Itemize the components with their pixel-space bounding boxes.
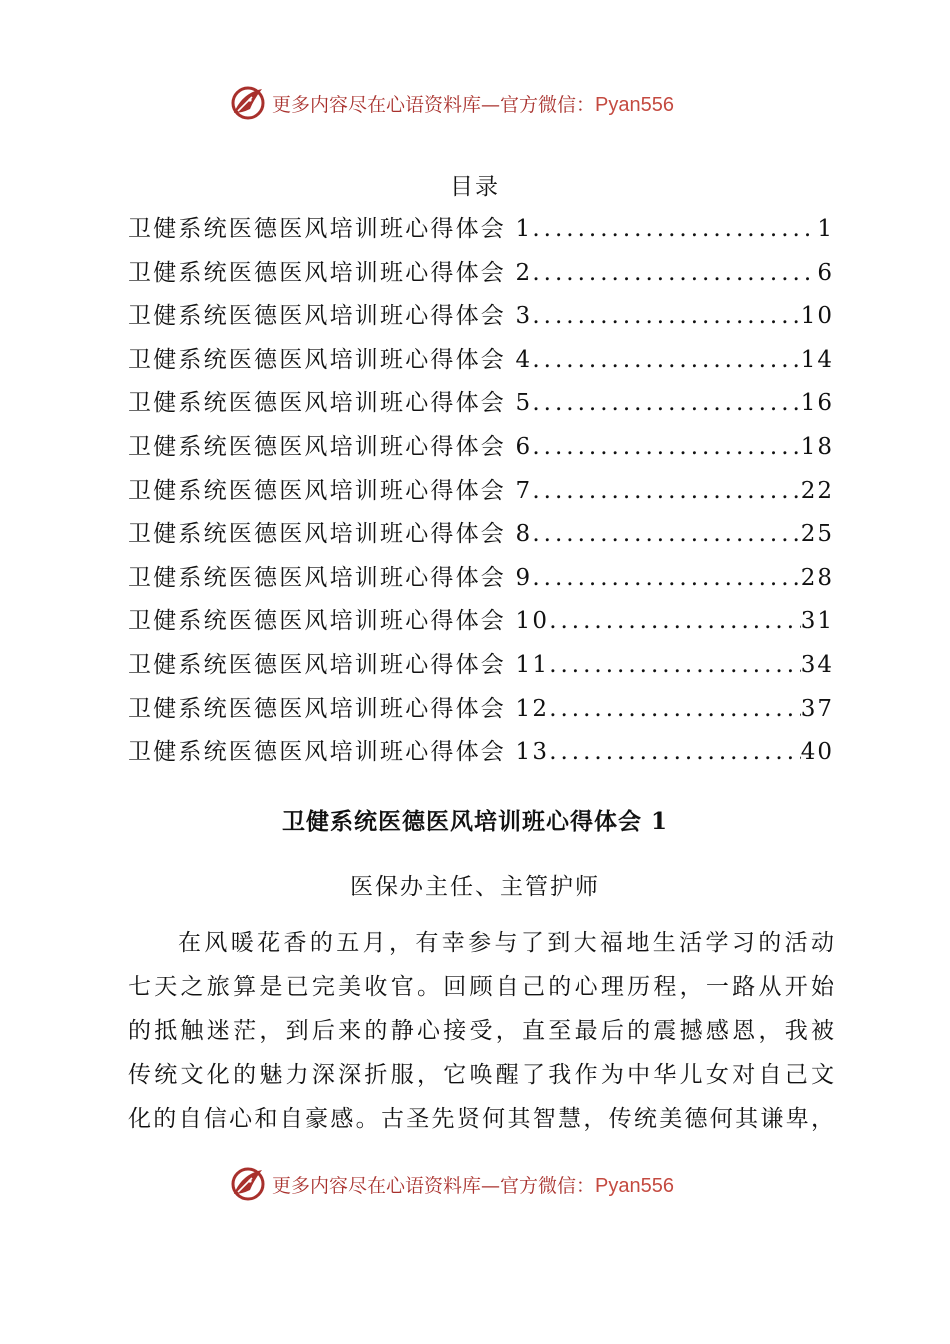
toc-leader-dots [549,731,801,775]
toc-item-page: 10 [800,303,834,330]
toc-item-page: 25 [800,521,834,548]
pen-nib-logo-icon [228,83,268,123]
toc-item-page: 31 [800,608,834,635]
banner-text: 更多内容尽在心语资料库—官方微信：Pyan556 [272,1174,674,1197]
toc-item[interactable] [128,600,834,644]
toc-item-label: 卫健系统医德医风培训班心得体会 3 [128,303,533,330]
toc-item[interactable] [128,252,834,296]
toc-item[interactable] [128,557,834,601]
table-of-contents [128,208,834,775]
toc-item[interactable] [128,688,834,732]
toc-item-label: 卫健系统医德医风培训班心得体会 6 [128,433,533,460]
paragraph-line: 在风暖花香的五月，有幸参与了到大福地生活学习的活动 [178,930,834,956]
toc-leader-dots [532,339,800,383]
toc-item-label: 卫健系统医德医风培训班心得体会 11 [128,651,550,678]
toc-item-page: 28 [800,564,834,591]
toc-leader-dots [532,295,800,339]
banner-text: 更多内容尽在心语资料库—官方微信：Pyan556 [272,93,674,116]
toc-item[interactable] [128,513,834,557]
toc-item-label: 卫健系统医德医风培训班心得体会 12 [128,695,550,722]
toc-item[interactable] [128,295,834,339]
footer-banner [228,1164,674,1204]
banner-wechat-id: Pyan556 [595,1174,674,1197]
toc-item-label: 卫健系统医德医风培训班心得体会 9 [128,564,533,591]
article-title: 卫健系统医德医风培训班心得体会 1 [281,808,668,835]
toc-item-label: 卫健系统医德医风培训班心得体会 4 [128,346,533,373]
toc-item-page: 1 [817,216,834,242]
toc-leader-dots [532,426,800,470]
toc-item[interactable] [128,644,834,688]
toc-item-label: 卫健系统医德医风培训班心得体会 2 [128,259,533,286]
article-author: 医保办主任、主管护师 [350,874,600,900]
toc-item[interactable] [128,382,834,426]
header-banner [228,83,674,123]
toc-leader-dots [532,382,800,426]
toc-item-page: 6 [817,259,834,286]
article-body [128,921,834,1141]
toc-item-label: 卫健系统医德医风培训班心得体会 8 [128,521,533,548]
toc-item-page: 37 [800,695,834,722]
toc-leader-dots [549,600,801,644]
pen-nib-logo-icon [228,1164,268,1204]
toc-leader-dots [532,470,800,514]
toc-item-label: 卫健系统医德医风培训班心得体会 5 [128,390,533,417]
paragraph-line: 七天之旅算是已完美收官。回顾自己的心理历程，一路从开始 [128,974,834,1000]
toc-leader-dots [549,688,801,732]
paragraph-line: 传统文化的魅力深深折服，它唤醒了我作为中华儿女对自己文 [128,1062,834,1088]
toc-item[interactable] [128,731,834,775]
toc-leader-dots [549,644,801,688]
toc-item-page: 40 [800,739,834,766]
toc-item[interactable] [128,208,834,252]
toc-item-label: 卫健系统医德医风培训班心得体会 10 [128,608,550,635]
toc-item[interactable] [128,339,834,383]
toc-item-label: 卫健系统医德医风培训班心得体会 7 [128,477,533,504]
toc-leader-dots [532,513,800,557]
toc-item-page: 16 [800,390,834,417]
toc-item-page: 34 [800,651,834,678]
toc-leader-dots [532,557,800,601]
toc-item[interactable] [128,470,834,514]
toc-leader-dots [532,252,817,296]
toc-item[interactable] [128,426,834,470]
toc-item-page: 22 [800,477,834,504]
toc-item-label: 卫健系统医德医风培训班心得体会 1 [128,216,533,242]
paragraph-line: 化的自信心和自豪感。古圣先贤何其智慧，传统美德何其谦卑， [128,1106,834,1132]
toc-item-page: 14 [800,346,834,373]
toc-item-label: 卫健系统医德医风培训班心得体会 13 [128,739,550,766]
paragraph-line: 的抵触迷茫，到后来的静心接受，直至最后的震撼感恩，我被 [128,1018,834,1044]
toc-item-page: 18 [800,433,834,460]
toc-title: 目录 [450,174,500,200]
banner-wechat-id: Pyan556 [595,93,674,116]
toc-leader-dots [532,208,817,252]
